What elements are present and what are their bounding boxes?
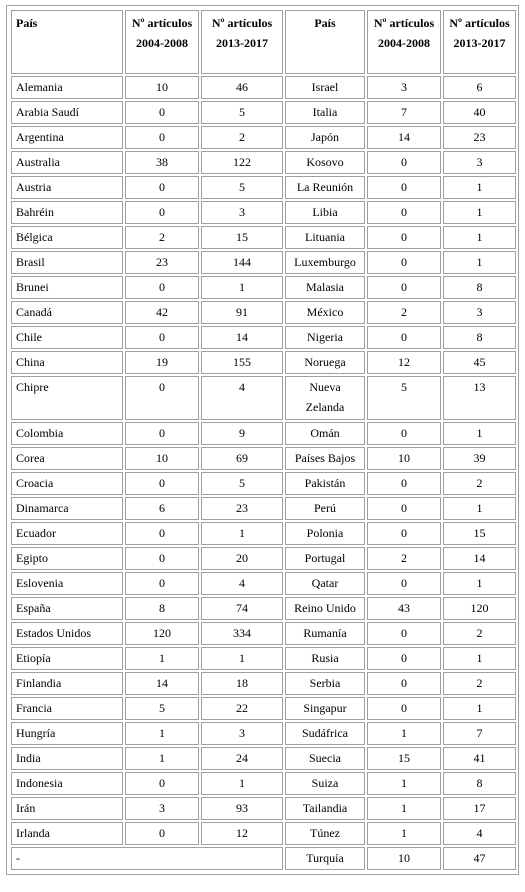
table-row — [11, 326, 516, 349]
country-cell: Israel — [285, 76, 365, 99]
articles-2013-2017-cell: 2 — [443, 472, 516, 495]
articles-2013-2017-cell: 93 — [201, 797, 283, 820]
articles-2004-2008-cell: 1 — [125, 747, 199, 770]
articles-2004-2008-cell: 120 — [125, 622, 199, 645]
country-cell: Brunei — [11, 276, 123, 299]
country-cell: Nigeria — [285, 326, 365, 349]
table-row — [11, 672, 516, 695]
articles-2013-2017-cell: 1 — [443, 226, 516, 249]
table-row — [11, 126, 516, 149]
articles-2004-2008-cell: 23 — [125, 251, 199, 274]
articles-2004-2008-cell: 0 — [125, 101, 199, 124]
articles-2004-2008-cell: 1 — [367, 722, 441, 745]
articles-2013-2017-cell: 155 — [201, 351, 283, 374]
articles-2004-2008-cell: 42 — [125, 301, 199, 324]
articles-2004-2008-cell: 19 — [125, 351, 199, 374]
table-row — [11, 772, 516, 795]
country-cell: Suecia — [285, 747, 365, 770]
table-row — [11, 447, 516, 470]
country-cell: Rusia — [285, 647, 365, 670]
articles-2004-2008-cell: 0 — [367, 276, 441, 299]
articles-2004-2008-cell: 0 — [125, 822, 199, 845]
table-row — [11, 226, 516, 249]
articles-2013-2017-cell: 8 — [443, 326, 516, 349]
articles-2013-2017-cell: 23 — [443, 126, 516, 149]
table-row — [11, 251, 516, 274]
country-cell: Bélgica — [11, 226, 123, 249]
articles-2004-2008-cell: 14 — [367, 126, 441, 149]
articles-2004-2008-cell: 0 — [125, 772, 199, 795]
articles-2013-2017-cell: 40 — [443, 101, 516, 124]
table-row — [11, 472, 516, 495]
articles-2013-2017-cell: 5 — [201, 472, 283, 495]
articles-2004-2008-cell: 10 — [125, 447, 199, 470]
articles-2004-2008-cell: 15 — [367, 747, 441, 770]
articles-2004-2008-cell: 3 — [125, 797, 199, 820]
country-cell: Canadá — [11, 301, 123, 324]
table-row — [11, 522, 516, 545]
articles-2013-2017-cell: 9 — [201, 422, 283, 445]
table-row — [11, 822, 516, 845]
country-cell: Ecuador — [11, 522, 123, 545]
table-row — [11, 497, 516, 520]
articles-2004-2008-cell: 2 — [125, 226, 199, 249]
articles-2004-2008-cell: 0 — [367, 151, 441, 174]
header-articles-2004-2008-1: Nº artículos 2004-2008 — [125, 10, 199, 74]
articles-2004-2008-cell: 0 — [125, 547, 199, 570]
articles-2004-2008-cell: 3 — [367, 76, 441, 99]
articles-2004-2008-cell: 5 — [125, 697, 199, 720]
articles-2013-2017-cell: 1 — [443, 497, 516, 520]
country-cell: Serbia — [285, 672, 365, 695]
articles-2013-2017-cell: 3 — [443, 301, 516, 324]
country-cell: Croacia — [11, 472, 123, 495]
country-cell: Bahréin — [11, 201, 123, 224]
country-cell: Qatar — [285, 572, 365, 595]
articles-2004-2008-cell: 0 — [125, 201, 199, 224]
articles-2013-2017-cell: 17 — [443, 797, 516, 820]
articles-2004-2008-cell: 0 — [125, 126, 199, 149]
articles-2004-2008-cell: 0 — [125, 276, 199, 299]
articles-2013-2017-cell: 122 — [201, 151, 283, 174]
articles-2004-2008-cell: 2 — [367, 301, 441, 324]
articles-2013-2017-cell: 8 — [443, 276, 516, 299]
country-cell: Etiopía — [11, 647, 123, 670]
country-cell: México — [285, 301, 365, 324]
articles-2013-2017-cell: 6 — [443, 76, 516, 99]
articles-2013-2017-cell: 120 — [443, 597, 516, 620]
articles-2004-2008-cell: 2 — [367, 547, 441, 570]
articles-2004-2008-cell: 5 — [367, 376, 441, 420]
articles-2004-2008-cell: 1 — [367, 797, 441, 820]
table-frame — [6, 5, 519, 875]
articles-2004-2008-cell: 10 — [367, 447, 441, 470]
articles-2004-2008-cell: 1 — [125, 647, 199, 670]
country-cell: Eslovenia — [11, 572, 123, 595]
articles-2004-2008-cell: 0 — [367, 226, 441, 249]
articles-2013-2017-cell: 4 — [443, 822, 516, 845]
articles-2013-2017-cell: 1 — [443, 422, 516, 445]
country-cell: Colombia — [11, 422, 123, 445]
articles-2004-2008-cell: 0 — [367, 522, 441, 545]
country-cell: Reino Unido — [285, 597, 365, 620]
articles-2013-2017-cell: 1 — [443, 176, 516, 199]
articles-2004-2008-cell: 1 — [367, 822, 441, 845]
articles-2013-2017-cell: 8 — [443, 772, 516, 795]
articles-2004-2008-cell: 43 — [367, 597, 441, 620]
articles-2013-2017-cell: 24 — [201, 747, 283, 770]
articles-2004-2008-cell: 8 — [125, 597, 199, 620]
articles-2004-2008-cell: 10 — [125, 76, 199, 99]
articles-2004-2008-cell: 1 — [367, 772, 441, 795]
articles-2004-2008-cell: 38 — [125, 151, 199, 174]
articles-2013-2017-cell: 69 — [201, 447, 283, 470]
table-row — [11, 351, 516, 374]
table-body — [11, 76, 516, 870]
country-cell: Argentina — [11, 126, 123, 149]
country-cell: España — [11, 597, 123, 620]
table-row — [11, 547, 516, 570]
articles-2004-2008-cell: 6 — [125, 497, 199, 520]
country-cell: Arabia Saudí — [11, 101, 123, 124]
country-cell: China — [11, 351, 123, 374]
articles-2013-2017-cell: 1 — [201, 772, 283, 795]
articles-2004-2008-cell: 0 — [367, 497, 441, 520]
articles-2013-2017-cell: 3 — [201, 722, 283, 745]
articles-2004-2008-cell: 0 — [367, 176, 441, 199]
country-cell: Libia — [285, 201, 365, 224]
country-cell: Brasil — [11, 251, 123, 274]
header-articles-2004-2008-2: Nº artículos 2004-2008 — [367, 10, 441, 74]
country-cell: Dinamarca — [11, 497, 123, 520]
table-row — [11, 622, 516, 645]
articles-2004-2008-cell: 0 — [367, 622, 441, 645]
country-cell: Sudáfrica — [285, 722, 365, 745]
articles-2004-2008-cell: 0 — [367, 647, 441, 670]
table-row — [11, 176, 516, 199]
country-cell: Chipre — [11, 376, 123, 420]
table-row — [11, 151, 516, 174]
table-row — [11, 76, 516, 99]
country-cell: Pakistán — [285, 472, 365, 495]
articles-2013-2017-cell: 1 — [443, 647, 516, 670]
articles-2004-2008-cell: 0 — [125, 376, 199, 420]
country-cell: Hungría — [11, 722, 123, 745]
articles-2004-2008-cell: 0 — [125, 422, 199, 445]
articles-2013-2017-cell: 2 — [443, 622, 516, 645]
articles-2004-2008-cell: 0 — [367, 251, 441, 274]
header-articles-2013-2017-2: Nº artículos 2013-2017 — [443, 10, 516, 74]
articles-2013-2017-cell: 41 — [443, 747, 516, 770]
country-cell: Nueva Zelanda — [285, 376, 365, 420]
articles-2013-2017-cell: 1 — [201, 522, 283, 545]
articles-2013-2017-cell: 3 — [443, 151, 516, 174]
country-cell: La Reunión — [285, 176, 365, 199]
table-row — [11, 722, 516, 745]
table-row — [11, 597, 516, 620]
country-cell: Omán — [285, 422, 365, 445]
country-cell: Kosovo — [285, 151, 365, 174]
articles-2004-2008-cell: 0 — [367, 201, 441, 224]
articles-2004-2008-cell: 1 — [125, 722, 199, 745]
country-cell: Singapur — [285, 697, 365, 720]
articles-2013-2017-cell: 13 — [443, 376, 516, 420]
articles-2013-2017-cell: 74 — [201, 597, 283, 620]
articles-2013-2017-cell: 46 — [201, 76, 283, 99]
articles-2013-2017-cell: 1 — [443, 251, 516, 274]
country-cell: Alemania — [11, 76, 123, 99]
articles-2004-2008-cell: 14 — [125, 672, 199, 695]
articles-2004-2008-cell: 0 — [367, 697, 441, 720]
articles-2004-2008-cell: 0 — [125, 176, 199, 199]
articles-2013-2017-cell: 15 — [201, 226, 283, 249]
articles-2004-2008-cell: 0 — [367, 422, 441, 445]
articles-2013-2017-cell: 334 — [201, 622, 283, 645]
table-row — [11, 697, 516, 720]
header-country-2: País — [285, 10, 365, 74]
articles-2013-2017-cell: 39 — [443, 447, 516, 470]
country-cell: Estados Unidos — [11, 622, 123, 645]
country-cell: Perú — [285, 497, 365, 520]
country-cell: Chile — [11, 326, 123, 349]
country-cell: Irán — [11, 797, 123, 820]
country-cell: Francia — [11, 697, 123, 720]
country-cell: Turquía — [285, 847, 365, 870]
country-cell: Irlanda — [11, 822, 123, 845]
articles-2013-2017-cell: 5 — [201, 176, 283, 199]
country-cell: Malasia — [285, 276, 365, 299]
articles-2013-2017-cell: 91 — [201, 301, 283, 324]
table-row — [11, 376, 516, 420]
country-cell: Australia — [11, 151, 123, 174]
country-cell: Noruega — [285, 351, 365, 374]
country-cell: Rumanía — [285, 622, 365, 645]
articles-2004-2008-cell: 0 — [125, 472, 199, 495]
table-row — [11, 847, 516, 870]
country-cell: India — [11, 747, 123, 770]
articles-2004-2008-cell: 0 — [125, 326, 199, 349]
country-cell: Japón — [285, 126, 365, 149]
articles-2004-2008-cell: 10 — [367, 847, 441, 870]
articles-2013-2017-cell: 14 — [443, 547, 516, 570]
articles-2013-2017-cell: 22 — [201, 697, 283, 720]
country-cell: Italia — [285, 101, 365, 124]
table-row — [11, 301, 516, 324]
country-cell: Austria — [11, 176, 123, 199]
country-cell: Tailandia — [285, 797, 365, 820]
header-country-1: País — [11, 10, 123, 74]
table-row — [11, 422, 516, 445]
country-cell: Egipto — [11, 547, 123, 570]
table-row — [11, 647, 516, 670]
articles-2013-2017-cell: 1 — [443, 201, 516, 224]
country-cell: Polonia — [285, 522, 365, 545]
country-cell: Corea — [11, 447, 123, 470]
country-cell: Túnez — [285, 822, 365, 845]
articles-2013-2017-cell: 144 — [201, 251, 283, 274]
table-row — [11, 201, 516, 224]
table-row — [11, 276, 516, 299]
articles-2013-2017-cell: 12 — [201, 822, 283, 845]
articles-2004-2008-cell: 0 — [367, 472, 441, 495]
articles-2013-2017-cell: 2 — [443, 672, 516, 695]
articles-2004-2008-cell: 0 — [367, 326, 441, 349]
articles-2004-2008-cell: 0 — [125, 572, 199, 595]
articles-2013-2017-cell: 2 — [201, 126, 283, 149]
articles-2013-2017-cell: 45 — [443, 351, 516, 374]
country-cell: Finlandia — [11, 672, 123, 695]
articles-2013-2017-cell: 7 — [443, 722, 516, 745]
articles-2013-2017-cell: 1 — [443, 697, 516, 720]
country-cell: Países Bajos — [285, 447, 365, 470]
country-cell: Luxemburgo — [285, 251, 365, 274]
articles-2013-2017-cell: 18 — [201, 672, 283, 695]
articles-2004-2008-cell: 12 — [367, 351, 441, 374]
table-row — [11, 747, 516, 770]
dash-cell: - — [11, 847, 283, 870]
articles-2004-2008-cell: 7 — [367, 101, 441, 124]
table-row — [11, 797, 516, 820]
articles-2013-2017-cell: 4 — [201, 572, 283, 595]
country-cell: Portugal — [285, 547, 365, 570]
articles-2013-2017-cell: 14 — [201, 326, 283, 349]
articles-2004-2008-cell: 0 — [125, 522, 199, 545]
articles-2013-2017-cell: 4 — [201, 376, 283, 420]
articles-by-country-table — [9, 8, 518, 872]
articles-2013-2017-cell: 20 — [201, 547, 283, 570]
articles-2004-2008-cell: 0 — [367, 672, 441, 695]
articles-2013-2017-cell: 47 — [443, 847, 516, 870]
articles-2013-2017-cell: 1 — [201, 647, 283, 670]
country-cell: Suiza — [285, 772, 365, 795]
country-cell: Lituania — [285, 226, 365, 249]
articles-2013-2017-cell: 23 — [201, 497, 283, 520]
articles-2013-2017-cell: 1 — [443, 572, 516, 595]
articles-2013-2017-cell: 3 — [201, 201, 283, 224]
country-cell: Indonesia — [11, 772, 123, 795]
articles-2013-2017-cell: 15 — [443, 522, 516, 545]
articles-2013-2017-cell: 5 — [201, 101, 283, 124]
articles-2013-2017-cell: 1 — [201, 276, 283, 299]
articles-2004-2008-cell: 0 — [367, 572, 441, 595]
header-row — [11, 10, 516, 74]
header-articles-2013-2017-1: Nº artículos 2013-2017 — [201, 10, 283, 74]
table-row — [11, 572, 516, 595]
table-row — [11, 101, 516, 124]
